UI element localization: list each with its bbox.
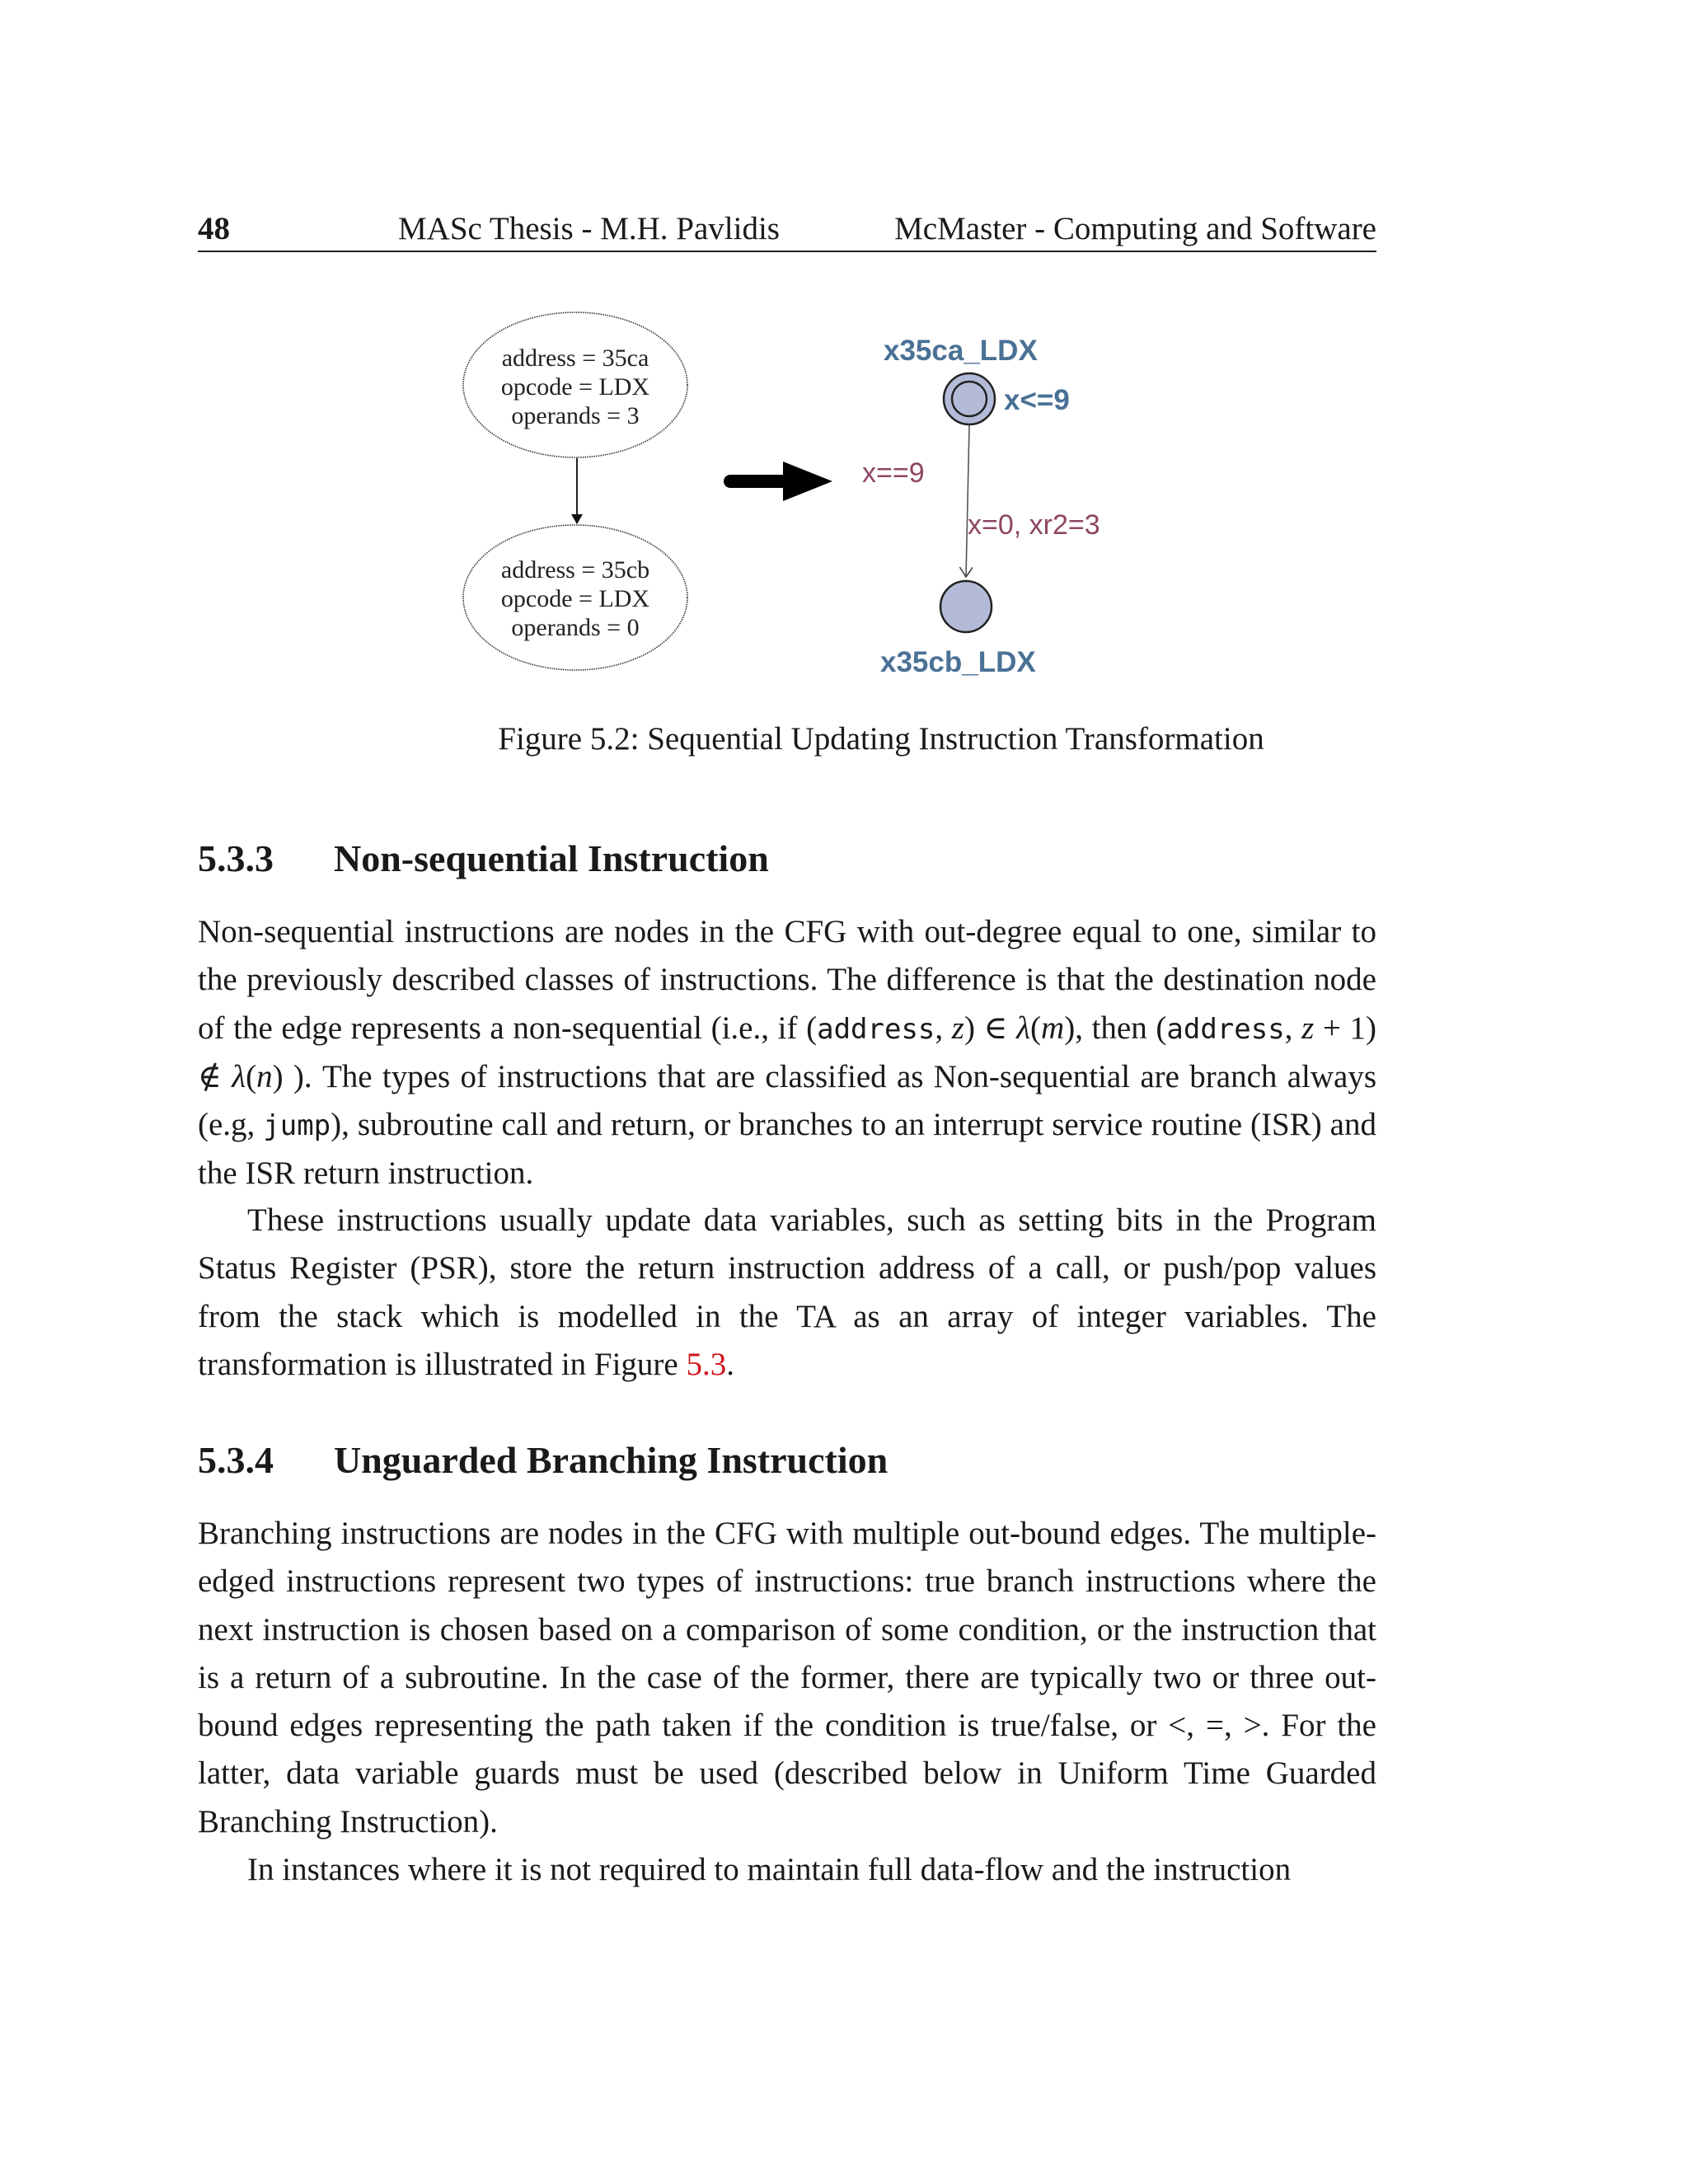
section-title: Non-sequential Instruction xyxy=(334,837,769,879)
header-title: MASc Thesis - M.H. Pavlidis xyxy=(398,211,780,246)
section-5-3-3-paragraph-2: These instructions usually update data variables, such as setting bits in the Program Status Register (PSR), store the return instruction address of a call, or push/pop values from the stack which is modelled in the TA as an array of integer variables. The transformation is illustrated in Figure 5.3. xyxy=(198,1202,1376,1382)
cfg-node-2-opcode: opcode = LDX xyxy=(500,585,650,612)
section-5-3-4-paragraph-1: Branching instructions are nodes in the CFG with multiple out-bound edges. The multiple-edged instructions represent two types of instructions: true branch instructions where the next instruction is chosen based on a comparison of some condition, or the instruction that is a return of a subroutine. In the case of the former, there are typically two or three out-bound edges representing the path taken if the condition is true/false, or <, =, >. For the latter, data variable guards must be used (described below in Uniform Time Guarded Branching Instruction). xyxy=(198,1516,1376,1840)
section-number: 5.3.3 xyxy=(198,837,274,879)
page-header xyxy=(198,208,1376,252)
header-institution: McMaster - Computing and Software xyxy=(894,211,1376,246)
figure-5-2 xyxy=(0,297,1688,701)
ta-location-1 xyxy=(944,373,995,424)
cfg-node-1-operands: operands = 3 xyxy=(511,402,640,429)
code-address: address xyxy=(1166,1012,1285,1046)
code-address: address xyxy=(817,1012,935,1046)
ta-edge xyxy=(966,425,969,577)
page-number: 48 xyxy=(198,211,230,246)
cfg-node-35cb xyxy=(463,525,687,670)
section-5-3-4-heading xyxy=(198,1436,1434,1485)
ta-update: x=0, xr2=3 xyxy=(968,509,1100,541)
figure-caption xyxy=(0,719,1688,760)
section-5-3-4-paragraph-2: In instances where it is not required to maintain full data-flow and the instruction xyxy=(247,1852,1292,1887)
figure-caption-text: Figure 5.2: Sequential Updating Instruction Transformation xyxy=(498,721,1264,757)
cfg-node-2-operands: operands = 0 xyxy=(511,614,640,641)
cfg-node-1-opcode: opcode = LDX xyxy=(500,373,650,401)
cfg-node-1-address: address = 35ca xyxy=(501,344,649,372)
section-title: Unguarded Branching Instruction xyxy=(334,1439,889,1481)
section-5-3-3-heading xyxy=(198,834,1434,883)
cfg-node-2-address: address = 35cb xyxy=(500,556,650,583)
section-5-3-3-paragraph-1: Non-sequential instructions are nodes in the CFG with out-degree equal to one, similar to the previously described classes of instructions. The difference is that the destination node of the edge represents a non-sequential (i.e., if (address, z) ∈ λ(m), then (address, z + 1) ∉ λ(n) ). The types of instructions that are classified as Non-sequential are branch always (e.g, jump), subroutine call and return, or branches to an interrupt service routine (ISR) and the ISR return instruction. xyxy=(198,914,1377,1192)
code-jump: jump xyxy=(263,1109,331,1143)
section-number: 5.3.4 xyxy=(198,1439,274,1481)
ta-guard: x==9 xyxy=(862,457,925,489)
ta-location-2 xyxy=(940,581,992,632)
ta-location-1-invariant: x<=9 xyxy=(1004,384,1070,416)
ta-location-2-name: x35cb_LDX xyxy=(880,646,1036,678)
cfg-node-35ca xyxy=(463,312,687,457)
figure-reference-link[interactable]: 5.3 xyxy=(686,1346,727,1382)
transform-arrow-icon xyxy=(730,462,832,501)
ta-location-1-name: x35ca_LDX xyxy=(884,335,1038,367)
figure-diagram xyxy=(0,297,1688,701)
